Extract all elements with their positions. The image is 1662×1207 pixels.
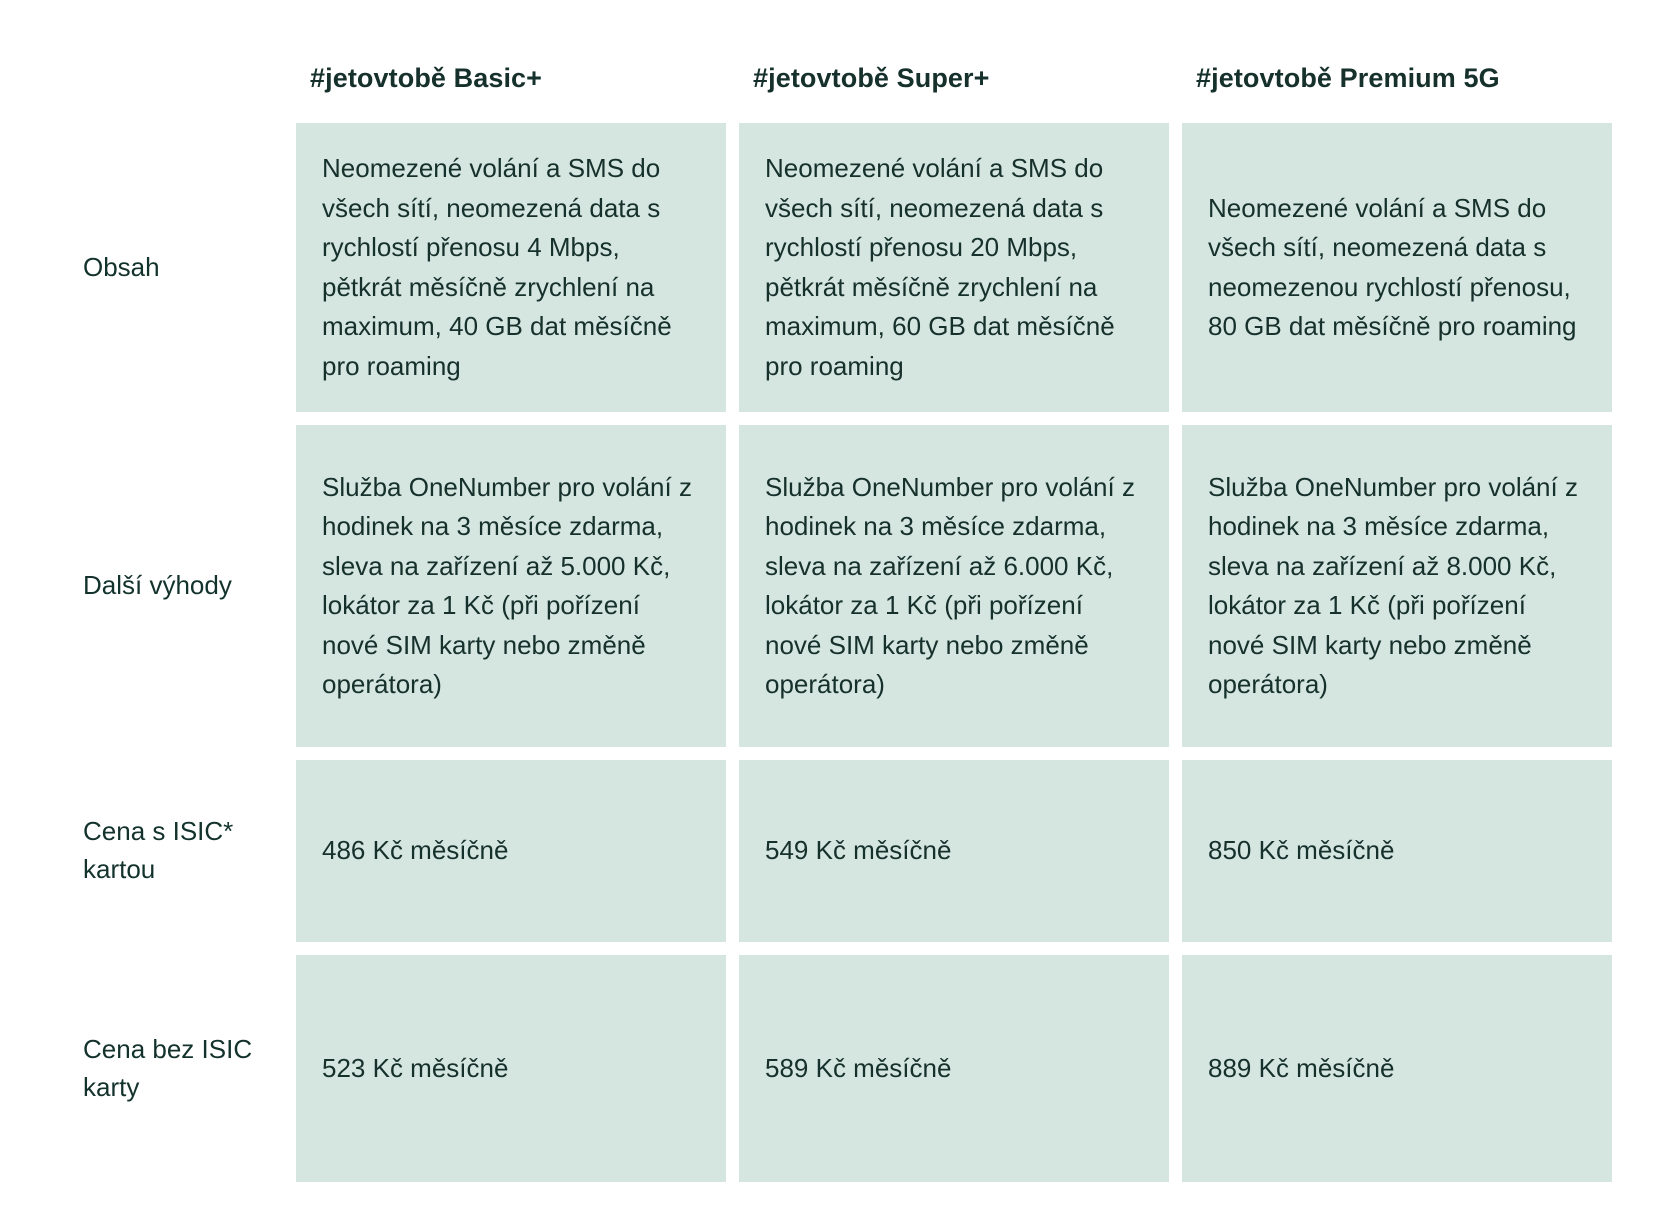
column-header-premium: #jetovtobě Premium 5G [1196, 63, 1500, 93]
table-row [73, 760, 1612, 942]
row-label-obsah: Obsah [73, 123, 283, 412]
table-row [73, 955, 1612, 1182]
cell-obsah-premium: Neomezené volání a SMS do všech sítí, neomezená data s neomezenou rychlostí přenosu, 80 GB dat měsíčně pro roaming [1182, 123, 1612, 412]
cell-vyhody-super: Služba OneNumber pro volání z hodinek na 3 měsíce zdarma, sleva na zařízení až 6.000 Kč, lokátor za 1 Kč (při pořízení nové SIM karty nebo změně operátora) [739, 425, 1169, 747]
cell-vyhody-basic: Služba OneNumber pro volání z hodinek na 3 měsíce zdarma, sleva na zařízení až 5.000 Kč, lokátor za 1 Kč (při pořízení nové SIM karty nebo změně operátora) [296, 425, 726, 747]
table-row [73, 425, 1612, 747]
table-body [73, 123, 1612, 1182]
column-header-super: #jetovtobě Super+ [753, 63, 990, 93]
cell-cena-bez-isic-super: 589 Kč měsíčně [739, 955, 1169, 1182]
table-header-row [73, 53, 1612, 110]
row-label-cena-bez-isic: Cena bez ISIC karty [73, 955, 283, 1182]
row-label-cena-s-isic: Cena s ISIC* kartou [73, 760, 283, 942]
cell-cena-isic-super: 549 Kč měsíčně [739, 760, 1169, 942]
table-row [73, 123, 1612, 412]
cell-cena-bez-isic-basic: 523 Kč měsíčně [296, 955, 726, 1182]
cell-cena-bez-isic-premium: 889 Kč měsíčně [1182, 955, 1612, 1182]
cell-cena-isic-premium: 850 Kč měsíčně [1182, 760, 1612, 942]
cell-vyhody-premium: Služba OneNumber pro volání z hodinek na 3 měsíce zdarma, sleva na zařízení až 8.000 Kč, lokátor za 1 Kč (při pořízení nové SIM karty nebo změně operátora) [1182, 425, 1612, 747]
column-header-basic: #jetovtobě Basic+ [310, 63, 543, 93]
table-header [73, 53, 1612, 110]
cell-cena-isic-basic: 486 Kč měsíčně [296, 760, 726, 942]
row-label-dalsi-vyhody: Další výhody [73, 425, 283, 747]
table-corner-cell [73, 53, 283, 110]
cell-obsah-basic: Neomezené volání a SMS do všech sítí, neomezená data s rychlostí přenosu 4 Mbps, pětkrát měsíčně zrychlení na maximum, 40 GB dat měsíčně pro roaming [296, 123, 726, 412]
cell-obsah-super: Neomezené volání a SMS do všech sítí, neomezená data s rychlostí přenosu 20 Mbps, pětkrát měsíčně zrychlení na maximum, 60 GB dat měsíčně pro roaming [739, 123, 1169, 412]
plan-comparison-table [60, 40, 1625, 1195]
